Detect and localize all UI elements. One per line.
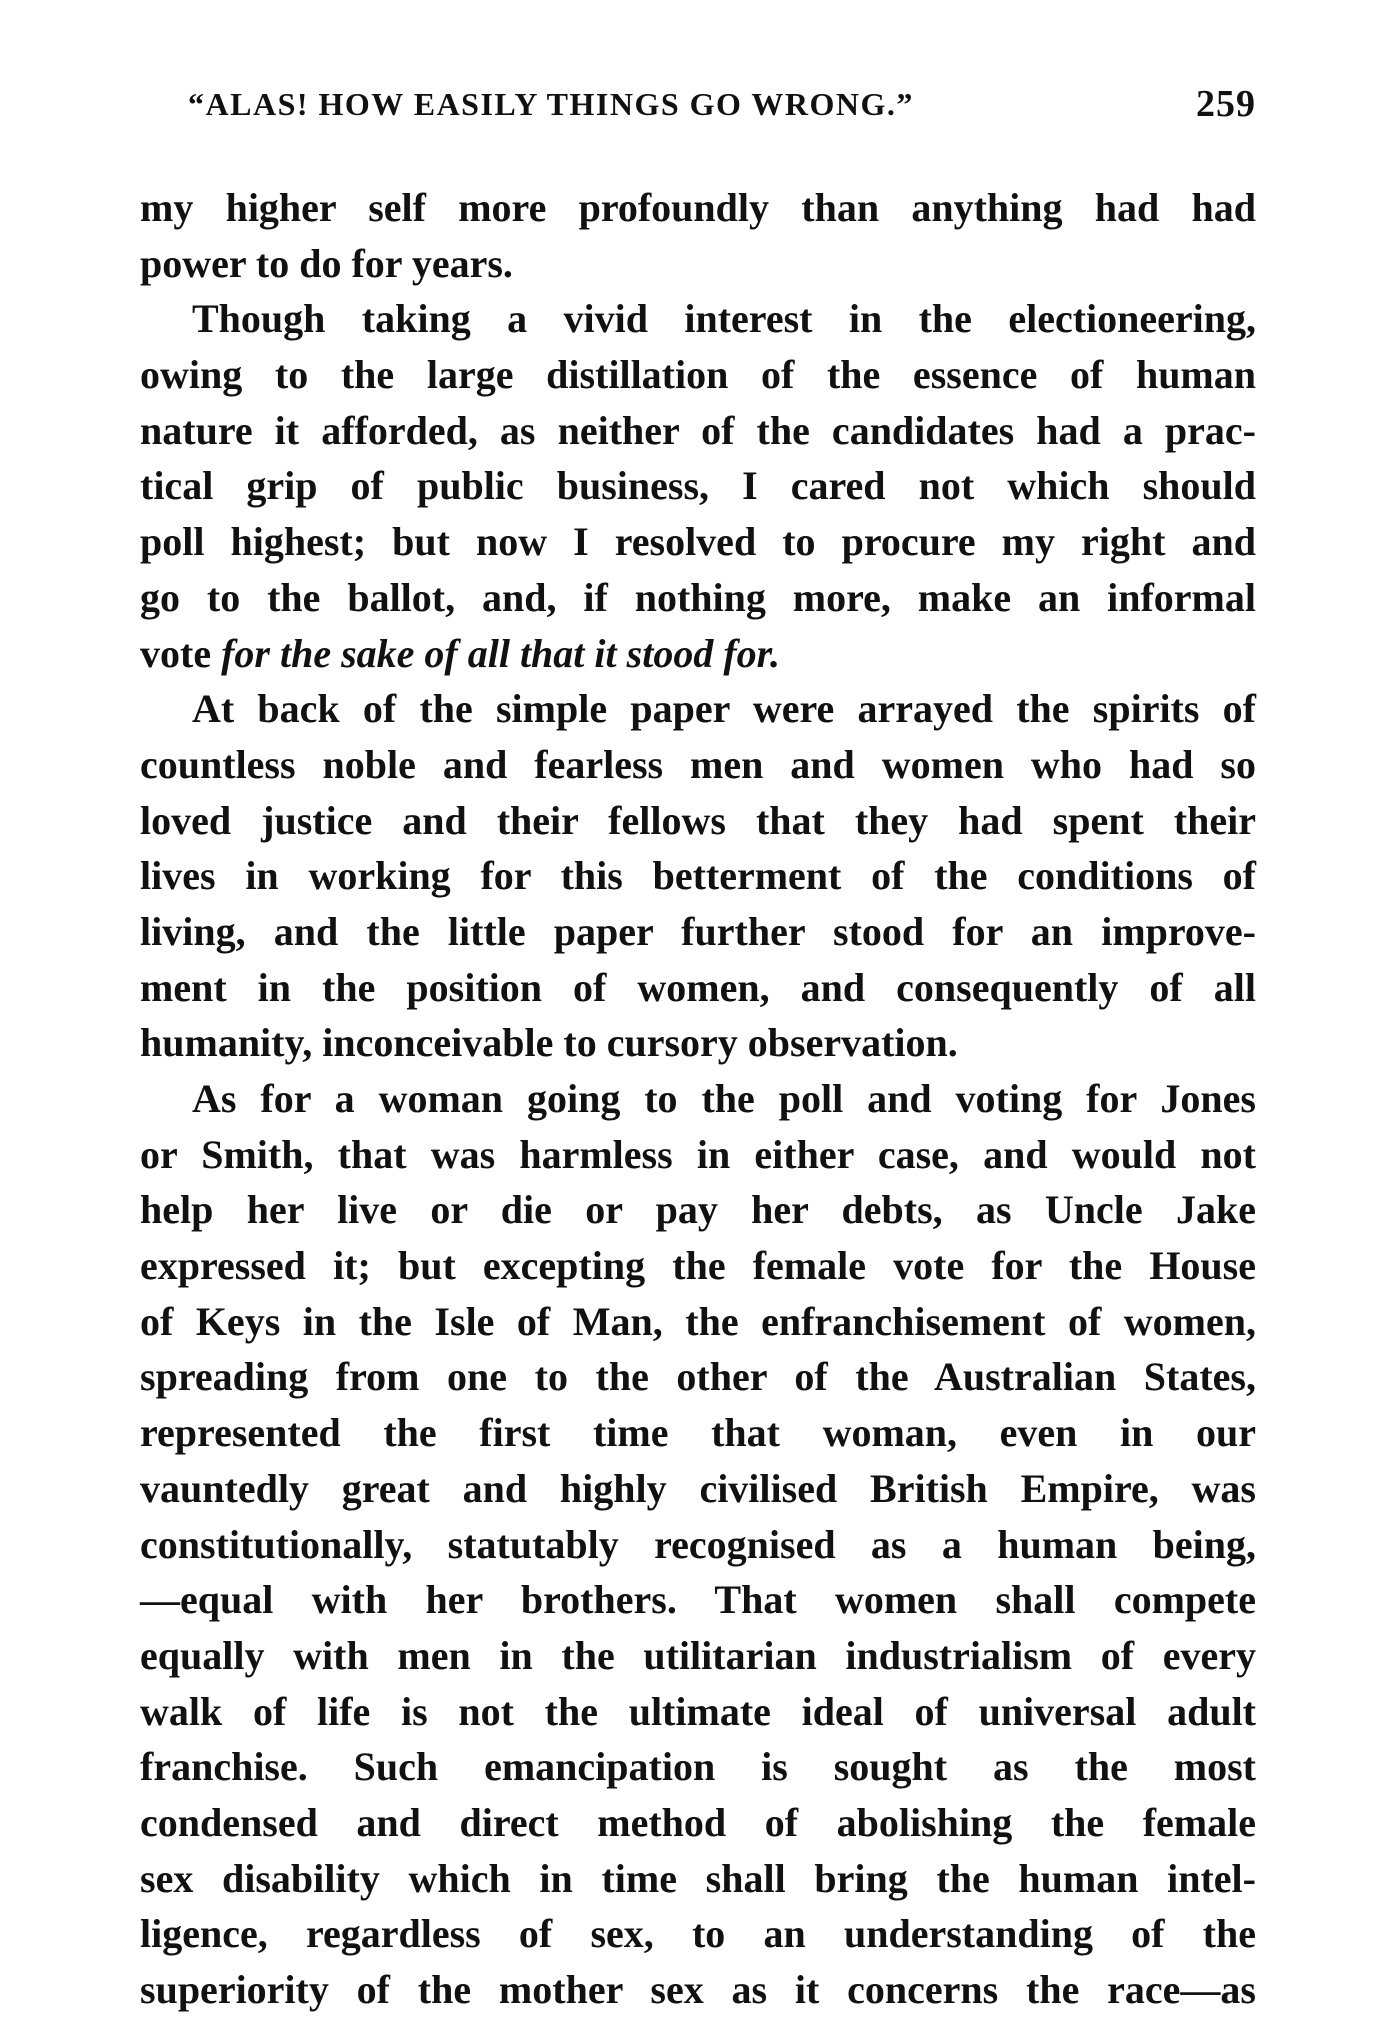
text-line: sex disability which in time shall bring the human intel- (140, 1855, 1256, 1901)
text-line: help her live or die or pay her debts, as Uncle Jake (140, 1187, 1256, 1233)
text-line: equally with men in the utilitarian industrialism of every (140, 1632, 1256, 1678)
text-line: constitutionally, statutably recognised as a human being, (140, 1521, 1256, 1567)
text-line-start: vote (140, 630, 212, 676)
text-line: living, and the little paper further stood for an improve- (140, 908, 1256, 954)
text-line: countless noble and fearless men and women who had so (140, 741, 1256, 787)
text-line: Though taking a vivid interest in the electioneering, (192, 296, 1256, 342)
text-line: humanity, inconceivable to cursory observation. (140, 1020, 958, 1066)
text-line (140, 626, 1256, 682)
text-line: As for a woman going to the poll and voting for Jones (192, 1076, 1256, 1121)
text-line: tical grip of public business, I cared not which should (140, 463, 1256, 509)
page-number: 259 (1196, 83, 1256, 125)
text-line: of Keys in the Isle of Man, the enfranchisement of women, (140, 1298, 1256, 1344)
text-line: owing to the large distillation of the essence of human (140, 352, 1256, 398)
text-line: or Smith, that was harmless in either case, and would not (140, 1131, 1256, 1177)
text-line: superiority of the mother sex as it concerns the race—as (140, 1967, 1256, 2012)
text-line: nature it afforded, as neither of the candidates had a prac- (140, 407, 1256, 453)
text-line: condensed and direct method of abolishing the female (140, 1799, 1256, 1845)
text-line: represented the first time that woman, even in our (140, 1410, 1256, 1456)
text-line: spreading from one to the other of the Australian States, (140, 1354, 1256, 1400)
text-line: franchise. Such emancipation is sought as the most (140, 1744, 1256, 1790)
text-line: lives in working for this betterment of the conditions of (140, 853, 1256, 899)
text-line: go to the ballot, and, if nothing more, make an informal (140, 574, 1256, 620)
text-line: my higher self more profoundly than anything had had (140, 185, 1256, 230)
text-line: vauntedly great and highly civilised British Empire, was (140, 1465, 1256, 1511)
text-line: poll highest; but now I resolved to procure my right and (140, 519, 1256, 565)
text-line: loved justice and their fellows that they had spent their (140, 797, 1256, 843)
running-head (188, 83, 1256, 132)
running-head-title: “ALAS! HOW EASILY THINGS GO WRONG.” (188, 86, 914, 122)
text-line: At back of the simple paper were arrayed the spirits of (192, 686, 1256, 732)
italic-phrase: for the sake of all that it stood for. (221, 630, 781, 676)
text-line: walk of life is not the ultimate ideal of universal adult (140, 1688, 1256, 1734)
text-line: ment in the position of women, and consequently of all (140, 964, 1256, 1010)
text-line: expressed it; but excepting the female vote for the House (140, 1243, 1256, 1289)
text-line: —equal with her brothers. That women shall compete (140, 1577, 1256, 1623)
body-text (140, 180, 1256, 2018)
text-line: ligence, regardless of sex, to an understanding of the (140, 1911, 1256, 1957)
text-line: power to do for years. (140, 240, 513, 286)
